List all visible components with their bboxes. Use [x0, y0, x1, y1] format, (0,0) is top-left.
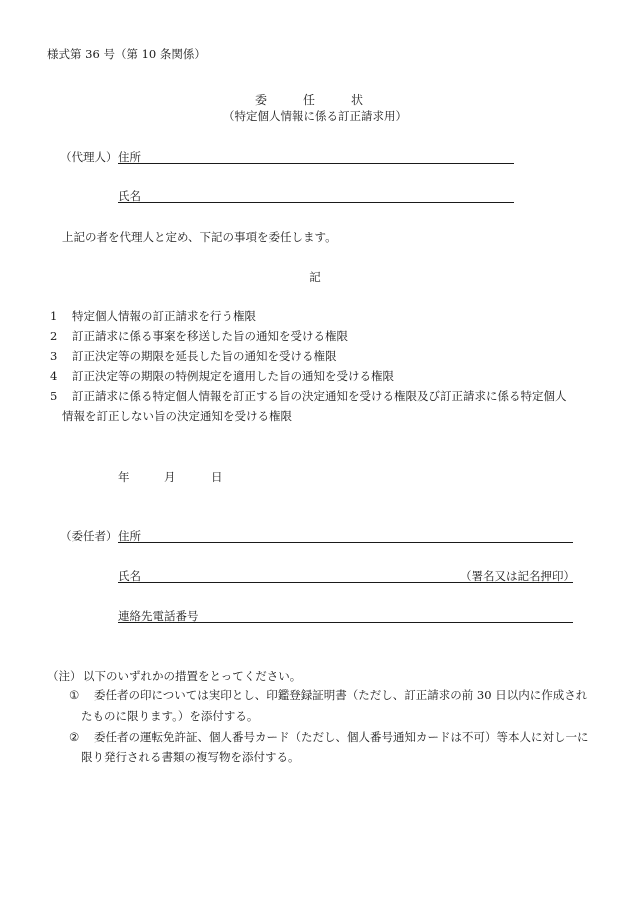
list-item-text: 訂正請求に係る事案を移送した旨の通知を受ける権限 [72, 329, 348, 343]
agent-role-label: （代理人） [60, 150, 118, 164]
agent-address-field[interactable] [118, 163, 514, 164]
document-title: 委 任 状 [254, 93, 375, 107]
note-marker: ② [69, 730, 80, 744]
agent-address-label: 住所 [118, 150, 141, 164]
note-text-continuation: たものに限ります。）を添付する。 [81, 709, 259, 723]
date-year-label: 年 [118, 470, 130, 484]
document-subtitle: （特定個人情報に係る訂正請求用） [223, 109, 407, 123]
principal-role-label: （委任者） [60, 529, 118, 543]
list-item-text: 訂正請求に係る特定個人情報を訂正する旨の決定通知を受ける権限及び訂正請求に係る特定個人 [72, 389, 567, 403]
ki-heading: 記 [309, 270, 321, 284]
date-month-label: 月 [164, 470, 176, 484]
principal-phone-label: 連絡先電話番号 [118, 609, 199, 623]
list-item-text: 訂正決定等の期限を延長した旨の通知を受ける権限 [72, 349, 337, 363]
note-text: 委任者の運転免許証、個人番号カード（ただし、個人番号通知カードは不可）等本人に対し一に [94, 730, 589, 744]
principal-address-field[interactable] [118, 542, 573, 543]
list-item-number: 5 [50, 389, 58, 403]
list-item-text: 特定個人情報の訂正請求を行う権限 [72, 309, 256, 323]
note-marker: ① [69, 688, 80, 702]
list-item-number: 4 [50, 369, 58, 383]
list-item-number: 1 [50, 309, 58, 323]
agent-name-field[interactable] [118, 202, 514, 203]
notes-intro: 以下のいずれかの措置をとってください。 [83, 669, 302, 683]
delegation-statement: 上記の者を代理人と定め、下記の事項を委任します。 [62, 230, 337, 244]
principal-phone-field[interactable] [118, 622, 573, 623]
form-number: 様式第 36 号（第 10 条関係） [47, 47, 206, 61]
signature-note: （署名又は記名押印） [460, 569, 575, 583]
note-text: 委任者の印については実印とし、印鑑登録証明書（ただし、訂正請求の前 30 日以内に作成され [94, 688, 588, 702]
list-item-number: 2 [50, 329, 58, 343]
list-item-text-continuation: 情報を訂正しない旨の決定通知を受ける権限 [62, 409, 292, 423]
date-day-label: 日 [211, 470, 223, 484]
principal-address-label: 住所 [118, 529, 141, 543]
principal-name-label: 氏名 [118, 569, 141, 583]
principal-name-field[interactable] [118, 582, 573, 583]
notes-label: （注） [47, 669, 82, 683]
note-text-continuation: 限り発行される書類の複写物を添付する。 [81, 750, 300, 764]
agent-name-label: 氏名 [118, 189, 141, 203]
list-item-number: 3 [50, 349, 58, 363]
list-item-text: 訂正決定等の期限の特例規定を適用した旨の通知を受ける権限 [72, 369, 394, 383]
